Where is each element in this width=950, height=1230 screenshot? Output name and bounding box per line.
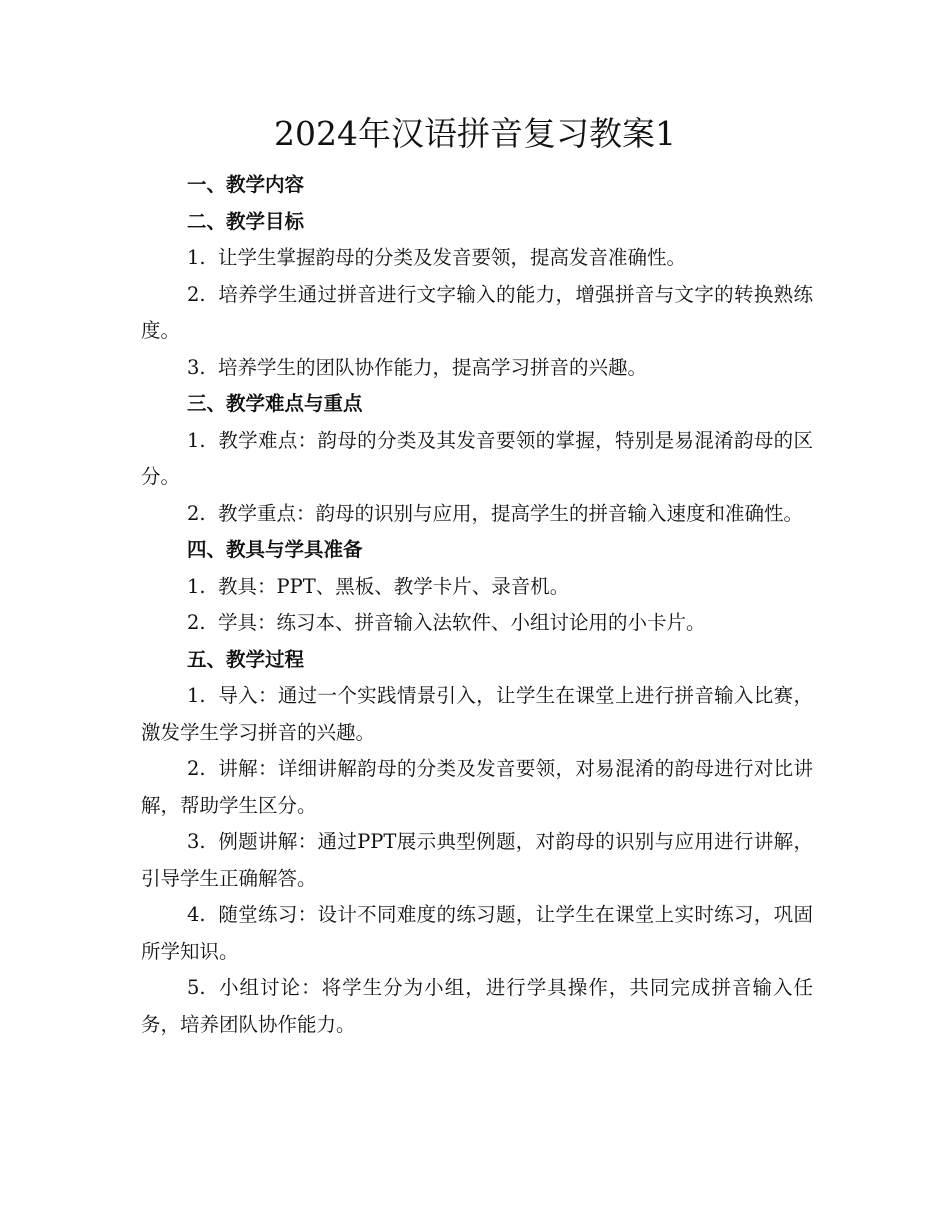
list-item	[141, 240, 813, 277]
item-text: 培养学生通过拼音进行文字输入的能力，增强拼音与文字的转换熟练度。	[141, 282, 813, 342]
list-item	[141, 897, 813, 970]
item-number: 2.	[187, 757, 206, 780]
list-item	[141, 751, 813, 824]
item-number: 2.	[187, 611, 206, 634]
list-item	[141, 970, 813, 1043]
item-text: 随堂练习：设计不同难度的练习题，让学生在课堂上实时练习，巩固所学知识。	[141, 903, 813, 963]
item-number: 1.	[187, 246, 206, 269]
section-heading: 一、教学内容	[187, 173, 305, 196]
item-text: 让学生掌握韵母的分类及发音要领，提高发音准确性。	[218, 246, 687, 269]
section-heading: 五、教学过程	[187, 647, 305, 671]
item-number: 1.	[187, 428, 206, 452]
item-number: 2.	[187, 501, 206, 525]
item-text: 例题讲解：通过PPT展示典型例题，对韵母的识别与应用进行讲解，引导学生正确解答。	[141, 830, 813, 890]
item-text: 教学重点：韵母的识别与应用，提高学生的拼音输入速度和准确性。	[218, 501, 804, 525]
section-heading: 四、教具与学具准备	[187, 538, 363, 561]
item-text: 小组讨论：将学生分为小组，进行学具操作，共同完成拼音输入任务，培养团队协作能力。	[141, 976, 813, 1036]
item-text: 导入：通过一个实践情景引入，让学生在课堂上进行拼音输入比赛，激发学生学习拼音的兴趣。	[141, 684, 813, 744]
list-item	[141, 277, 813, 350]
document-body	[141, 167, 813, 1043]
item-text: 教学难点：韵母的分类及其发音要领的掌握，特别是易混淆韵母的区分。	[141, 428, 813, 488]
item-text: 学具：练习本、拼音输入法软件、小组讨论用的小卡片。	[218, 611, 706, 634]
item-text: 讲解：详细讲解韵母的分类及发音要领，对易混淆的韵母进行对比讲解，帮助学生区分。	[141, 757, 813, 817]
item-number: 3.	[187, 830, 206, 853]
item-text: 培养学生的团队协作能力，提高学习拼音的兴趣。	[218, 355, 648, 379]
section-heading: 二、教学目标	[187, 209, 305, 233]
list-item	[141, 605, 813, 642]
section-heading: 三、教学难点与重点	[187, 392, 363, 415]
item-number: 5.	[187, 976, 206, 999]
list-item	[141, 496, 813, 533]
document-title: 2024年汉语拼音复习教案1	[274, 114, 676, 153]
item-number: 2.	[187, 282, 206, 306]
list-item	[141, 350, 813, 387]
list-item	[141, 423, 813, 496]
item-number: 4.	[187, 903, 206, 926]
item-number: 1.	[187, 684, 206, 707]
item-text: 教具：PPT、黑板、教学卡片、录音机。	[218, 574, 570, 598]
item-number: 3.	[187, 355, 206, 379]
list-item	[141, 824, 813, 897]
list-item	[141, 678, 813, 751]
item-number: 1.	[187, 574, 206, 598]
list-item	[141, 569, 813, 606]
